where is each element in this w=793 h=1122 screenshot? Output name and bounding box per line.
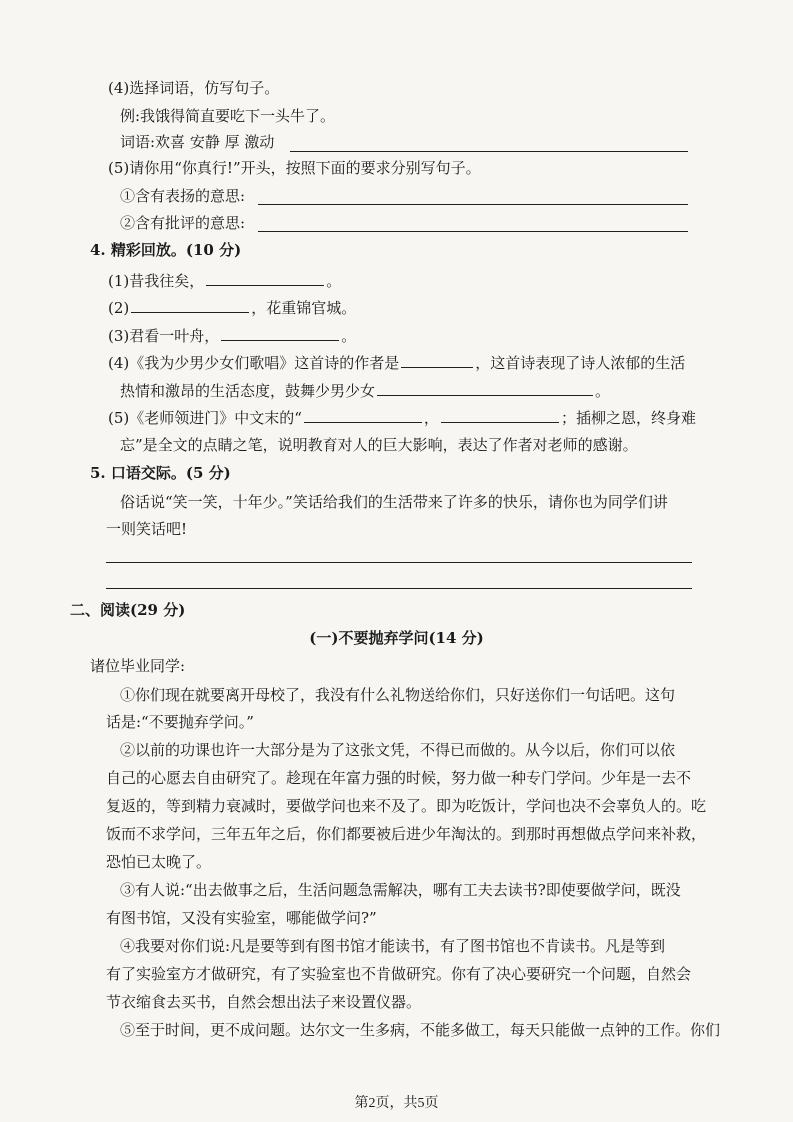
q4-l2-a: (2) [108,299,130,317]
q4-l5-a: (5)《老师领进门》中文末的“ [108,409,302,427]
q5-title: 5. 口语交际。(5 分) [90,464,231,482]
q4-line1 [108,270,341,291]
fill-blank[interactable] [377,380,593,396]
para2-line: ②以前的功课也许一大部分是为了这张文凭，不得已而做的。从今以后，你们可以依 [120,741,676,759]
q4-line5 [108,407,696,428]
para1-line: ①你们现在就要离开母校了，我没有什么礼物送给你们，只好送你们一句话吧。这句 [120,686,676,704]
section2-title: 二、阅读(29 分) [70,601,186,619]
answer-line[interactable] [258,231,688,232]
para2-line: 自己的心愿去自由研究了。趁现在年富力强的时候，努力做一种专门学问。少年是一去不 [106,769,692,787]
q4-title: 4. 精彩回放。(10 分) [90,241,242,259]
greeting: 诸位毕业同学: [90,657,186,675]
fill-blank[interactable] [304,407,422,423]
para3-line: 有图书馆，又没有实验室，哪能做学问?” [106,909,377,927]
q4-l4-c: 热情和激昂的生活态度，鼓舞少男少女 [120,382,376,400]
q4-l1-a: (1)昔我往矣， [108,272,205,290]
q4-line4-cont [120,380,610,401]
para4-line: 有了实验室方才做研究，有了实验室也不肯做研究。你有了决心要研究一个问题，自然会 [106,965,692,983]
q4-line5-cont: 忘”是全文的点睛之笔，说明教育对人的巨大影响，表达了作者对老师的感谢。 [120,436,638,454]
q4-4-example [120,106,335,126]
para1-line: 话是:“不要抛弃学问。” [106,713,254,731]
q4-line2 [108,297,356,318]
q4-line4 [108,352,685,373]
q5-text2: 一则笑话吧! [106,520,188,538]
fill-blank[interactable] [221,325,339,341]
answer-line[interactable] [290,151,688,152]
q4-l1-b: 。 [326,272,342,290]
para4-line: 节衣缩食去买书，自然会想出法子来设置仪器。 [106,993,422,1011]
answer-line[interactable] [106,562,692,563]
q4-l2-b: ，花重锦官城。 [251,299,357,317]
q4-l3-a: (3)君看一叶舟， [108,327,220,345]
para3-line: ③有人说:“出去做事之后，生活问题急需解决，哪有工夫去读书?即使要做学问，既没 [120,881,681,899]
q4-5-item1: ①含有表扬的意思: [120,187,246,205]
para2-line: 恐怕已太晚了。 [106,853,212,871]
q4-5-item2: ②含有批评的意思: [120,214,246,232]
fill-blank[interactable] [131,297,249,313]
q4-4-words: 词语:欢喜 安静 厚 激动 [120,133,275,151]
q4-5-title: (5)请你用“你真行!”开头，按照下面的要求分别写句子。 [108,159,481,177]
para2-line: 饭而不求学问，三年五年之后，你们都要被后进少年淘汰的。到那时再想做点学问来补救， [106,825,707,843]
answer-line[interactable] [106,588,692,589]
q5-text1: 俗话说“笑一笑，十年少。”笑话给我们的生活带来了许多的快乐，请你也为同学们讲 [120,493,668,511]
q4-line3 [108,325,356,346]
page-footer: 第2页，共5页 [354,1096,439,1111]
q4-l4-a: (4)《我为少男少女们歌唱》这首诗的作者是 [108,354,400,372]
q4-l4-b: ，这首诗表现了诗人浓郁的生活 [475,354,686,372]
q4-4-title: (4)选择词语，仿写句子。 [108,79,280,97]
fill-blank[interactable] [401,352,473,368]
passage-title: (一)不要抛弃学问(14 分) [309,629,484,647]
fill-blank[interactable] [206,270,324,286]
para4-line: ④我要对你们说:凡是要等到有图书馆才能读书，有了图书馆也不肯读书。凡是等到 [120,937,666,955]
para5-line: ⑤至于时间，更不成问题。达尔文一生多病，不能多做工，每天只能做一点钟的工作。你们 [120,1021,721,1039]
q4-l4-d: 。 [595,382,611,400]
q4-l5-b: ， [423,409,439,427]
q4-l3-b: 。 [341,327,357,345]
para2-line: 复返的，等到精力衰减时，要做学问也来不及了。即为吃饭计，学问也决不会辜负人的。吃 [106,797,707,815]
example-text: 例:我饿得简直要吃下一头牛了。 [120,107,336,125]
fill-blank[interactable] [441,407,559,423]
q4-l5-c: ；插柳之恩，终身难 [560,409,696,427]
answer-line[interactable] [258,204,688,205]
